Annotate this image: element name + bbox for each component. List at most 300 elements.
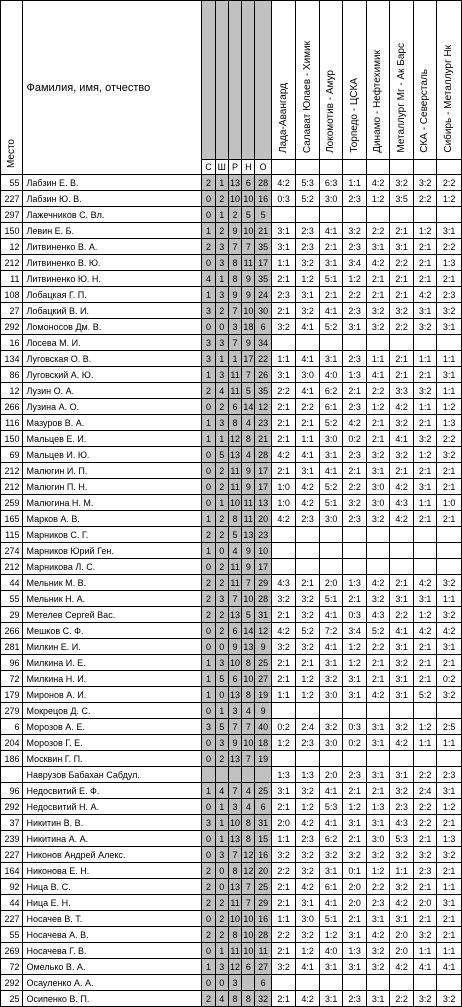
place-cell: 212 (1, 479, 23, 495)
name-cell: Лабзин Е. В. (23, 175, 202, 191)
score-cell: 2:3 (296, 223, 320, 239)
place-cell: 12 (1, 239, 23, 255)
score-cell (437, 207, 462, 223)
score-cell: 2:1 (413, 463, 437, 479)
score-cell (296, 335, 320, 351)
score-cell: 3:1 (413, 479, 437, 495)
stat-o-cell: 16 (255, 847, 271, 863)
stat-r-cell: 13 (228, 687, 241, 703)
score-cell: 2:3 (296, 239, 320, 255)
place-cell: 108 (1, 287, 23, 303)
stat-o-cell: 17 (255, 463, 271, 479)
score-cell: 4:1 (319, 223, 343, 239)
table-row (1, 799, 462, 815)
table-row (1, 511, 462, 527)
score-cell: 4:1 (319, 639, 343, 655)
stat-r-cell: 6 (228, 623, 241, 639)
place-cell: 179 (1, 687, 23, 703)
score-cell: 2:2 (366, 383, 390, 399)
stat-s-cell: 0 (202, 751, 215, 767)
score-cell: 2:1 (343, 911, 367, 927)
score-cell (390, 703, 414, 719)
stat-r-cell: 13 (228, 831, 241, 847)
table-row (1, 319, 462, 335)
stat-s-cell: 2 (202, 927, 215, 943)
score-cell (343, 975, 367, 991)
score-cell: 3:2 (366, 591, 390, 607)
score-cell: 3:2 (366, 319, 390, 335)
stat-r-cell: 6 (228, 399, 241, 415)
stat-o-cell: 20 (255, 863, 271, 879)
stat-o-cell: 35 (255, 383, 271, 399)
score-cell (296, 703, 320, 719)
stat-r-cell: 10 (228, 911, 241, 927)
stat-r-cell: 4 (228, 543, 241, 559)
table-row (1, 671, 462, 687)
score-cell (366, 543, 390, 559)
score-cell: 5:2 (319, 415, 343, 431)
score-cell: 1:1 (271, 351, 296, 367)
score-cell: 1:1 (413, 399, 437, 415)
stat-o-cell: 40 (255, 719, 271, 735)
stat-sh-cell: 2 (215, 527, 228, 543)
score-cell: 4:2 (390, 511, 414, 527)
stat-sh-cell: 0 (215, 975, 228, 991)
score-cell (437, 703, 462, 719)
stat-sh-cell: 2 (215, 623, 228, 639)
score-cell (390, 207, 414, 223)
table-row (1, 175, 462, 191)
score-cell (271, 559, 296, 575)
name-cell: Мальцев Е. И. (23, 431, 202, 447)
stat-n-cell: 10 (242, 303, 255, 319)
score-cell: 1:2 (296, 687, 320, 703)
stat-s-cell: 0 (202, 255, 215, 271)
name-cell: Мельник М. В. (23, 575, 202, 591)
stat-sh-cell: 3 (215, 367, 228, 383)
table-row (1, 831, 462, 847)
place-cell: 150 (1, 223, 23, 239)
score-cell: 4:1 (319, 815, 343, 831)
place-cell: 292 (1, 975, 23, 991)
stat-o-cell: 16 (255, 911, 271, 927)
score-cell: 2:2 (413, 815, 437, 831)
name-cell: Марков А. В. (23, 511, 202, 527)
score-cell: 1:3 (437, 255, 462, 271)
stat-n-cell: 11 (242, 495, 255, 511)
stat-header-blank (255, 1, 271, 160)
stat-s-cell: 1 (202, 223, 215, 239)
score-cell: 5:3 (390, 831, 414, 847)
stat-n-cell: 11 (242, 511, 255, 527)
stat-n-cell: 10 (242, 671, 255, 687)
score-cell: 3:2 (413, 175, 437, 191)
stat-r-cell: 13 (228, 607, 241, 623)
stat-s-cell: 1 (202, 655, 215, 671)
stat-s-cell: 2 (202, 239, 215, 255)
stat-s-cell: 1 (202, 367, 215, 383)
score-cell: 3:2 (437, 447, 462, 463)
score-cell: 2:3 (296, 511, 320, 527)
score-cell: 4:0 (319, 367, 343, 383)
score-cell: 3:2 (437, 847, 462, 863)
table-row (1, 879, 462, 895)
stat-s-cell: 0 (202, 703, 215, 719)
table-row (1, 815, 462, 831)
score-cell: 5:1 (319, 911, 343, 927)
score-cell: 4:3 (390, 815, 414, 831)
score-cell: 3:4 (343, 623, 367, 639)
score-cell: 3:1 (413, 303, 437, 319)
table-row (1, 895, 462, 911)
stat-s-cell: 0 (202, 831, 215, 847)
score-cell: 1:2 (343, 655, 367, 671)
stat-o-cell: 22 (255, 351, 271, 367)
score-cell (437, 559, 462, 575)
name-cell: Метелев Сергей Вас. (23, 607, 202, 623)
name-cell: Малюгина Н. М. (23, 495, 202, 511)
stat-r-cell: 8 (228, 927, 241, 943)
stat-n-cell: 7 (242, 719, 255, 735)
stat-n-cell: 9 (242, 335, 255, 351)
stat-r-cell: 11 (228, 367, 241, 383)
score-cell (296, 559, 320, 575)
stat-o-cell: 6 (255, 975, 271, 991)
score-cell: 2:1 (343, 383, 367, 399)
stat-n-cell: 8 (242, 991, 255, 1007)
match-header: Лада-Авангард (271, 1, 296, 160)
score-cell (319, 559, 343, 575)
score-cell: 4:2 (366, 687, 390, 703)
place-cell: 292 (1, 799, 23, 815)
score-cell: 3:1 (271, 223, 296, 239)
place-cell: 27 (1, 303, 23, 319)
score-cell: 2:0 (271, 815, 296, 831)
table-row (1, 303, 462, 319)
score-cell: 1:1 (413, 351, 437, 367)
stat-r-cell: 8 (228, 863, 241, 879)
score-cell (413, 975, 437, 991)
table-row (1, 719, 462, 735)
name-cell: Мокрецов Д. С. (23, 703, 202, 719)
score-cell: 3:2 (343, 495, 367, 511)
score-cell: 3:1 (390, 911, 414, 927)
name-cell: Мешков С. Ф. (23, 623, 202, 639)
score-cell: 2:2 (366, 223, 390, 239)
place-cell: 274 (1, 543, 23, 559)
score-cell: 6:3 (319, 175, 343, 191)
score-cell: 5:2 (366, 623, 390, 639)
place-cell: 212 (1, 463, 23, 479)
score-cell: 5:2 (296, 191, 320, 207)
score-cell: 4:2 (296, 479, 320, 495)
name-cell: Никитина А. А. (23, 831, 202, 847)
place-cell: 259 (1, 495, 23, 511)
score-cell: 3:2 (413, 319, 437, 335)
score-header-blank (343, 160, 367, 175)
place-cell: 96 (1, 783, 23, 799)
name-cell: Лабзин Ю. В. (23, 191, 202, 207)
stat-n-cell: 8 (242, 687, 255, 703)
stat-o-cell: 21 (255, 431, 271, 447)
score-cell: 4:2 (271, 447, 296, 463)
score-cell: 3:2 (437, 303, 462, 319)
stat-sh-cell: 1 (215, 799, 228, 815)
score-cell: 3:1 (437, 895, 462, 911)
score-cell: 2:3 (437, 767, 462, 783)
score-cell: 1:1 (343, 175, 367, 191)
score-cell (437, 975, 462, 991)
score-cell: 3:0 (319, 735, 343, 751)
stat-s-cell: 0 (202, 623, 215, 639)
score-cell (319, 335, 343, 351)
name-cell: Лосева М. И. (23, 335, 202, 351)
name-cell: Ница В. С. (23, 879, 202, 895)
score-cell (413, 751, 437, 767)
name-cell: Милкина И. Е. (23, 655, 202, 671)
score-cell: 5:1 (319, 271, 343, 287)
score-cell: 4:1 (437, 959, 462, 975)
score-cell: 3:2 (296, 639, 320, 655)
score-cell: 3:2 (390, 303, 414, 319)
place-cell: 72 (1, 671, 23, 687)
score-cell: 2:1 (271, 415, 296, 431)
stat-s-cell: 4 (202, 271, 215, 287)
stat-n-cell: 10 (242, 735, 255, 751)
stat-s-cell: 1 (202, 783, 215, 799)
score-cell: 2:3 (343, 767, 367, 783)
stat-s-cell: 0 (202, 495, 215, 511)
stat-sh-cell: 1 (215, 431, 228, 447)
score-cell: 3:0 (366, 479, 390, 495)
score-cell: 2:2 (390, 255, 414, 271)
score-cell: 2:1 (366, 271, 390, 287)
stat-o-cell: 13 (255, 495, 271, 511)
table-row (1, 991, 462, 1007)
score-cell: 3:1 (319, 255, 343, 271)
score-cell: 3:0 (319, 191, 343, 207)
stat-s-cell: 0 (202, 735, 215, 751)
score-cell: 4:1 (319, 607, 343, 623)
stat-s-cell: 0 (202, 975, 215, 991)
score-cell: 4:2 (413, 575, 437, 591)
score-cell: 3:2 (271, 319, 296, 335)
stat-sh-cell: 2 (215, 511, 228, 527)
score-cell: 1:2 (437, 799, 462, 815)
score-cell: 3:1 (343, 959, 367, 975)
score-cell: 3:2 (366, 447, 390, 463)
stat-s-cell: 0 (202, 559, 215, 575)
stat-o-cell: 27 (255, 959, 271, 975)
stat-s-cell: 1 (202, 415, 215, 431)
stat-r-cell (228, 767, 241, 783)
score-cell: 2:2 (437, 431, 462, 447)
score-cell: 2:2 (390, 991, 414, 1007)
name-cell: Марникова Л. С. (23, 559, 202, 575)
table-row (1, 623, 462, 639)
score-cell: 3:2 (413, 383, 437, 399)
stat-s-cell: 0 (202, 943, 215, 959)
stat-s-cell: 3 (202, 335, 215, 351)
score-cell: 2:2 (271, 383, 296, 399)
stat-r-cell: 12 (228, 959, 241, 975)
name-cell: Наврузов Бабахан Сабдул. (23, 767, 202, 783)
stat-s-cell: 3 (202, 351, 215, 367)
score-cell: 3:1 (366, 767, 390, 783)
name-cell: Милкина Н. И. (23, 671, 202, 687)
stat-o-cell: 5 (255, 207, 271, 223)
score-cell: 4:2 (366, 255, 390, 271)
score-cell: 5:1 (319, 591, 343, 607)
stat-o-cell: 16 (255, 191, 271, 207)
score-cell: 2:1 (271, 895, 296, 911)
stat-sh-cell: 3 (215, 591, 228, 607)
score-cell: 2:1 (271, 399, 296, 415)
score-cell (319, 975, 343, 991)
stat-o-cell: 25 (255, 655, 271, 671)
score-cell: 5:2 (296, 623, 320, 639)
score-cell: 2:1 (413, 639, 437, 655)
table-row (1, 959, 462, 975)
score-cell: 3:2 (296, 303, 320, 319)
match-header: Салават Юлаев - Химик (296, 1, 320, 160)
stat-r-cell: 10 (228, 191, 241, 207)
stat-o-cell: 26 (255, 367, 271, 383)
score-cell: 1:3 (343, 575, 367, 591)
score-cell: 1:2 (366, 399, 390, 415)
score-cell: 4:1 (413, 959, 437, 975)
stat-o-cell: 34 (255, 335, 271, 351)
score-cell: 3:1 (390, 591, 414, 607)
stat-o-cell: 32 (255, 991, 271, 1007)
stat-n-cell: 7 (242, 879, 255, 895)
stat-s-cell: 0 (202, 799, 215, 815)
score-cell (413, 703, 437, 719)
score-cell: 3:1 (390, 639, 414, 655)
score-cell: 3:2 (319, 847, 343, 863)
score-cell (319, 543, 343, 559)
score-cell: 3:2 (271, 591, 296, 607)
stat-s-cell: 0 (202, 911, 215, 927)
score-cell: 2:1 (366, 287, 390, 303)
score-cell: 3:1 (296, 287, 320, 303)
place-cell: 292 (1, 319, 23, 335)
score-cell: 1:1 (437, 879, 462, 895)
place-cell: 266 (1, 623, 23, 639)
score-cell: 2:1 (319, 287, 343, 303)
stat-sh-cell: 2 (215, 751, 228, 767)
score-cell: 4:0 (319, 943, 343, 959)
score-cell: 2:1 (271, 879, 296, 895)
score-cell: 4:1 (296, 351, 320, 367)
place-cell: 165 (1, 511, 23, 527)
score-cell (390, 527, 414, 543)
name-cell: Левин Е. Б. (23, 223, 202, 239)
match-header: Локомотив - Амур (319, 1, 343, 160)
score-cell: 1:2 (296, 271, 320, 287)
name-cell: Литвиненко В. А. (23, 239, 202, 255)
score-cell: 2:0 (319, 575, 343, 591)
score-cell: 3:1 (390, 687, 414, 703)
score-cell: 4:1 (366, 367, 390, 383)
score-cell: 1:0 (271, 495, 296, 511)
stat-o-cell: 12 (255, 399, 271, 415)
score-cell: 3:2 (437, 687, 462, 703)
table-row (1, 207, 462, 223)
stat-n-cell: 5 (242, 607, 255, 623)
score-cell (271, 527, 296, 543)
score-cell: 2:2 (413, 799, 437, 815)
score-cell: 2:1 (413, 255, 437, 271)
place-cell: 86 (1, 367, 23, 383)
stat-o-cell: 6 (255, 319, 271, 335)
score-cell: 2:5 (437, 719, 462, 735)
table-row (1, 383, 462, 399)
score-cell: 3:0 (366, 831, 390, 847)
score-cell: 2:1 (437, 463, 462, 479)
place-header (1, 1, 23, 175)
name-cell: Недосвитий Н. А. (23, 799, 202, 815)
score-cell (343, 703, 367, 719)
score-cell: 1:3 (437, 415, 462, 431)
stat-n-cell: 9 (242, 287, 255, 303)
score-cell: 3:0 (296, 911, 320, 927)
table-row (1, 223, 462, 239)
score-cell: 3:1 (296, 895, 320, 911)
score-cell: 1:2 (343, 639, 367, 655)
score-cell: 1:1 (413, 735, 437, 751)
place-cell: 281 (1, 639, 23, 655)
stat-r-cell: 7 (228, 719, 241, 735)
table-row (1, 463, 462, 479)
score-cell: 0:3 (343, 607, 367, 623)
table-row (1, 591, 462, 607)
stat-r-cell: 2 (228, 207, 241, 223)
stat-s-cell: 1 (202, 959, 215, 975)
stat-label: Н (242, 160, 255, 175)
score-cell (296, 207, 320, 223)
stat-n-cell: 10 (242, 591, 255, 607)
stat-o-cell: 28 (255, 447, 271, 463)
score-cell: 2:1 (390, 287, 414, 303)
score-cell: 2:1 (343, 463, 367, 479)
score-cell: 2:1 (437, 271, 462, 287)
score-cell: 4:2 (296, 991, 320, 1007)
stat-r-cell: 9 (228, 223, 241, 239)
table-row (1, 927, 462, 943)
score-cell: 3:2 (343, 223, 367, 239)
score-cell: 2:1 (390, 223, 414, 239)
score-cell: 3:2 (366, 847, 390, 863)
score-cell (390, 751, 414, 767)
score-cell: 3:2 (343, 847, 367, 863)
match-header: Сибирь - Металлург Нк (437, 1, 462, 160)
stat-sh-cell: 2 (215, 911, 228, 927)
score-cell: 3:2 (296, 607, 320, 623)
place-cell: 96 (1, 655, 23, 671)
stat-r-cell: 8 (228, 511, 241, 527)
score-cell: 2:1 (296, 575, 320, 591)
score-cell: 3:2 (413, 991, 437, 1007)
stat-n-cell: 4 (242, 703, 255, 719)
table-row (1, 479, 462, 495)
stat-r-cell: 13 (228, 447, 241, 463)
stat-n-cell: 4 (242, 447, 255, 463)
stat-n-cell: 11 (242, 255, 255, 271)
stat-o-cell: 18 (255, 735, 271, 751)
score-cell: 5:3 (319, 799, 343, 815)
score-cell: 2:1 (366, 415, 390, 431)
